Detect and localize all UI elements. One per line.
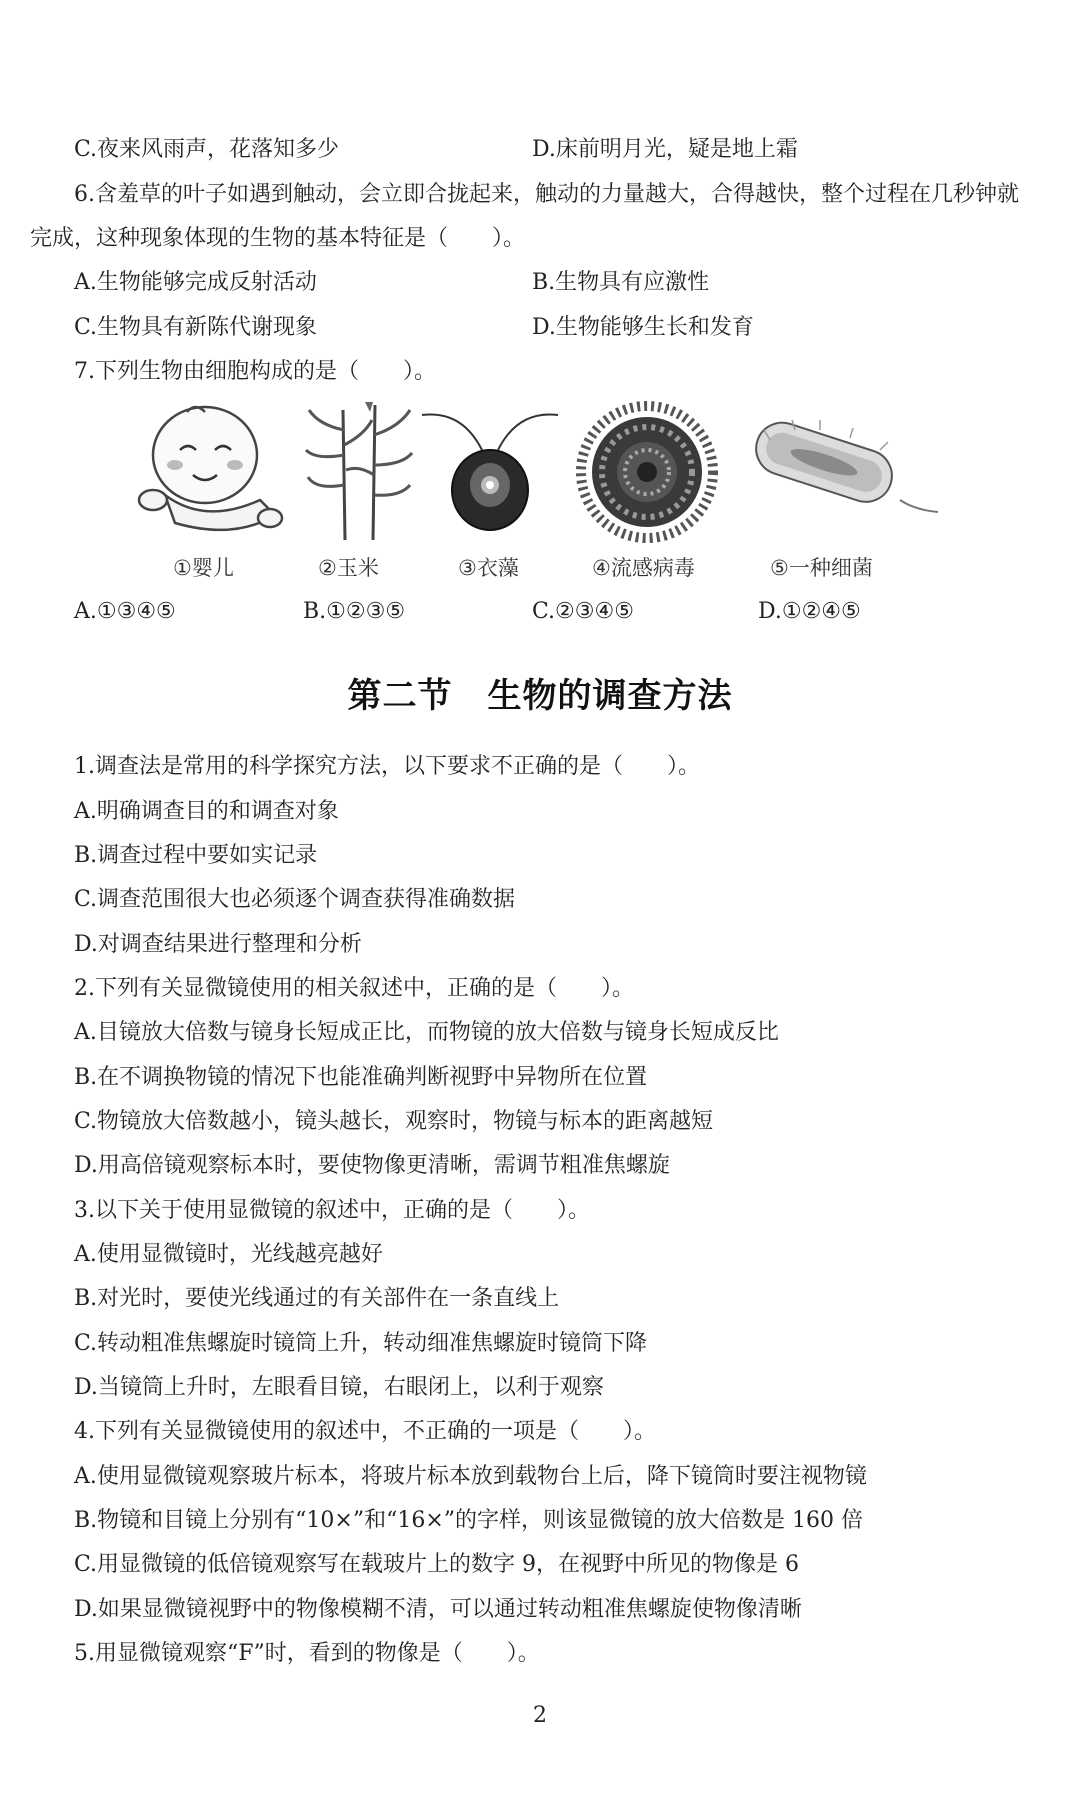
s2-q4-option-d: D.如果显微镜视野中的物像模糊不清，可以通过转动粗准焦螺旋使物像清晰 [74, 1597, 802, 1622]
s2-q3-option-a: A.使用显微镜时，光线越亮越好 [74, 1242, 383, 1267]
s2-q1-option-d: D.对调查结果进行整理和分析 [74, 932, 362, 957]
s2-q2-option-b: B.在不调换物镜的情况下也能准确判断视野中异物所在位置 [74, 1065, 648, 1090]
q5-option-c: C.夜来风雨声，花落知多少 [74, 137, 340, 162]
q6-option-b: B.生物具有应激性 [532, 270, 710, 295]
q6-option-c: C.生物具有新陈代谢现象 [74, 315, 318, 340]
section-title: 第二节 生物的调查方法 [347, 676, 733, 716]
caption-chlamydomonas: ③衣藻 [458, 556, 519, 580]
s2-q3-stem: 3.以下关于使用显微镜的叙述中，正确的是（ ）。 [74, 1198, 590, 1223]
caption-baby: ①婴儿 [173, 556, 234, 580]
s2-q3-option-b: B.对光时，要使光线通过的有关部件在一条直线上 [74, 1286, 560, 1311]
s2-q1-option-c: C.调查范围很大也必须逐个调查获得准确数据 [74, 887, 516, 912]
s2-q5-stem: 5.用显微镜观察“F”时，看到的物像是（ ）。 [74, 1641, 540, 1666]
s2-q1-option-b: B.调查过程中要如实记录 [74, 843, 318, 868]
s2-q4-option-c: C.用显微镜的低倍镜观察写在载玻片上的数字 9，在视野中所见的物像是 6 [74, 1552, 800, 1577]
caption-bacterium: ⑤一种细菌 [770, 556, 873, 580]
q6-stem-line2: 完成，这种现象体现的生物的基本特征是（ ）。 [30, 226, 526, 251]
s2-q2-option-a: A.目镜放大倍数与镜身长短成正比，而物镜的放大倍数与镜身长短成反比 [74, 1020, 779, 1045]
q7-option-a: A.①③④⑤ [74, 599, 176, 624]
q7-option-c: C.②③④⑤ [532, 599, 634, 624]
page-number: 2 [533, 1703, 547, 1728]
s2-q1-stem: 1.调查法是常用的科学探究方法，以下要求不正确的是（ ）。 [74, 754, 700, 779]
s2-q1-option-a: A.明确调查目的和调查对象 [74, 799, 339, 824]
s2-q3-option-d: D.当镜筒上升时，左眼看目镜，右眼闭上，以利于观察 [74, 1375, 604, 1400]
q7-stem: 7.下列生物由细胞构成的是（ ）。 [74, 359, 436, 384]
chlamydomonas-illustration [420, 400, 560, 540]
bacterium-illustration [740, 400, 940, 540]
q6-stem-line1: 6.含羞草的叶子如遇到触动，会立即合拢起来，触动的力量越大，合得越快，整个过程在几秒钟就 [74, 182, 1019, 207]
q7-option-d: D.①②④⑤ [758, 599, 861, 624]
q6-option-a: A.生物能够完成反射活动 [74, 270, 317, 295]
q7-option-b: B.①②③⑤ [303, 599, 406, 624]
s2-q3-option-c: C.转动粗准焦螺旋时镜筒上升，转动细准焦螺旋时镜筒下降 [74, 1331, 648, 1356]
corn-illustration [305, 400, 415, 540]
flu-virus-illustration [575, 400, 720, 545]
s2-q4-option-b: B.物镜和目镜上分别有“10×”和“16×”的字样，则该显微镜的放大倍数是 160 倍 [74, 1508, 863, 1533]
caption-flu-virus: ④流感病毒 [592, 556, 695, 580]
baby-illustration [135, 400, 285, 540]
s2-q4-stem: 4.下列有关显微镜使用的叙述中，不正确的一项是（ ）。 [74, 1419, 656, 1444]
caption-corn: ②玉米 [318, 556, 379, 580]
q5-option-d: D.床前明月光，疑是地上霜 [532, 137, 798, 162]
s2-q2-option-d: D.用高倍镜观察标本时，要使物像更清晰，需调节粗准焦螺旋 [74, 1153, 670, 1178]
q6-option-d: D.生物能够生长和发育 [532, 315, 754, 340]
s2-q2-option-c: C.物镜放大倍数越小，镜头越长，观察时，物镜与标本的距离越短 [74, 1109, 714, 1134]
s2-q4-option-a: A.使用显微镜观察玻片标本，将玻片标本放到载物台上后，降下镜筒时要注视物镜 [74, 1464, 867, 1489]
s2-q2-stem: 2.下列有关显微镜使用的相关叙述中，正确的是（ ）。 [74, 976, 634, 1001]
